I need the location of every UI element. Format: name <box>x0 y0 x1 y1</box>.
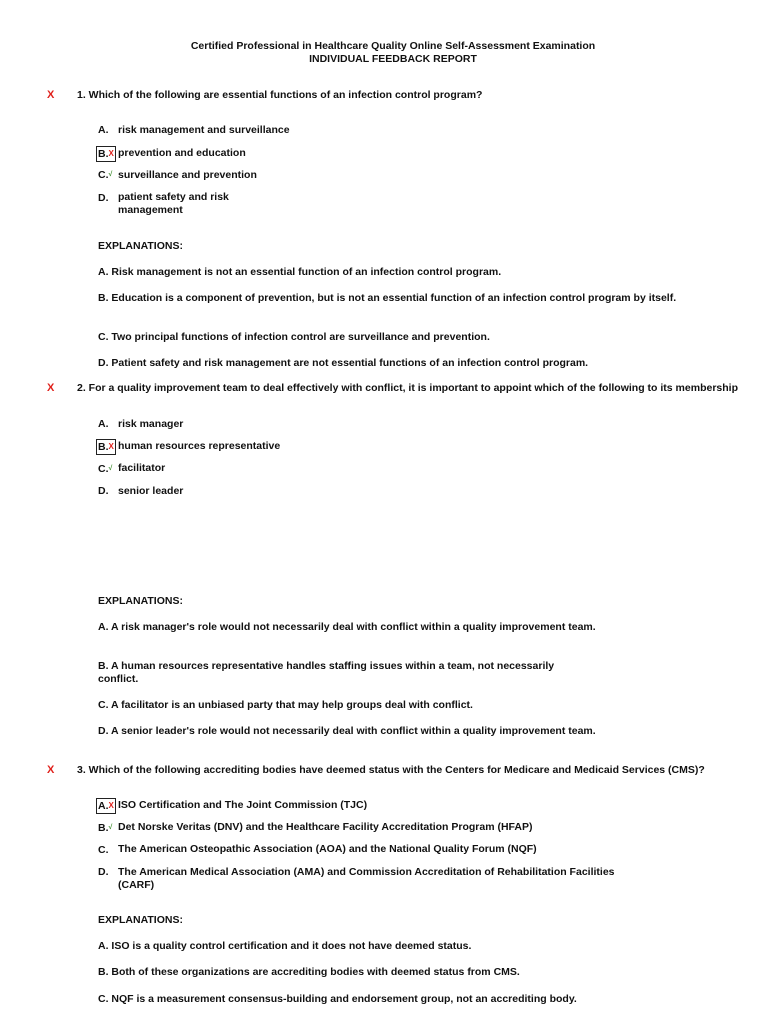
explanation: B. Education is a component of prevention, but is not an essential function of an infection control program by itself. <box>98 292 677 304</box>
option-text: patient safety and risk management <box>118 191 229 216</box>
wrong-answer-icon: X <box>108 149 114 158</box>
correct-answer-icon: √ <box>108 171 113 178</box>
option-text: facilitator <box>118 462 166 474</box>
explanation: D. A senior leader's role would not necessarily deal with conflict within a quality improvement team. <box>98 725 596 737</box>
incorrect-mark: X <box>47 764 55 776</box>
explanation: B. Both of these organizations are accrediting bodies with deemed status from CMS. <box>98 966 520 978</box>
option-letter: A. <box>98 418 109 430</box>
option-text: The American Medical Association (AMA) and Commission Accreditation of Rehabilitation Facilities (CARF) <box>118 866 615 891</box>
explanation: A. A risk manager's role would not necessarily deal with conflict within a quality improvement team. <box>98 621 596 633</box>
option-letter: D. <box>98 192 109 204</box>
option-letter: C.√ <box>98 463 113 475</box>
option-text: human resources representative <box>118 440 281 452</box>
question-text: 2. For a quality improvement team to deal effectively with conflict, it is important to appoint which of the following to its membership <box>77 382 738 394</box>
explanation: C. Two principal functions of infection control are surveillance and prevention. <box>98 331 490 343</box>
option-letter: D. <box>98 485 109 497</box>
explanation: A. Risk management is not an essential function of an infection control program. <box>98 266 502 278</box>
report-subtitle: INDIVIDUAL FEEDBACK REPORT <box>309 53 477 65</box>
incorrect-mark: X <box>47 382 55 394</box>
selected-option-box <box>96 439 116 455</box>
option-text: prevention and education <box>118 147 246 159</box>
option-letter: B. <box>98 148 109 160</box>
explanations-heading: EXPLANATIONS: <box>98 914 183 926</box>
correct-answer-icon: √ <box>108 824 113 831</box>
explanations-heading: EXPLANATIONS: <box>98 240 183 252</box>
option-letter: A. <box>98 124 109 136</box>
option-letter: B.√ <box>98 822 113 834</box>
correct-answer-icon: √ <box>108 465 113 472</box>
option-text: senior leader <box>118 485 184 497</box>
option-text: risk management and surveillance <box>118 124 290 136</box>
incorrect-mark: X <box>47 89 55 101</box>
option-text: ISO Certification and The Joint Commission (TJC) <box>118 799 368 811</box>
option-letter: C.√ <box>98 169 113 181</box>
selected-option-box <box>96 146 116 162</box>
question-text: 3. Which of the following accrediting bodies have deemed status with the Centers for Medicare and Medicaid Services (CMS)? <box>77 764 705 776</box>
option-text: risk manager <box>118 418 184 430</box>
explanation: C. A facilitator is an unbiased party that may help groups deal with conflict. <box>98 699 473 711</box>
explanation: D. Patient safety and risk management are not essential functions of an infection control program. <box>98 357 589 369</box>
question-text: 1. Which of the following are essential functions of an infection control program? <box>77 89 483 101</box>
explanations-heading: EXPLANATIONS: <box>98 595 183 607</box>
option-letter: A. <box>98 800 109 812</box>
explanation: B. A human resources representative handles staffing issues within a team, not necessarily conflict. <box>98 660 555 685</box>
option-letter: D. <box>98 866 109 878</box>
option-text: Det Norske Veritas (DNV) and the Healthcare Facility Accreditation Program (HFAP) <box>118 821 533 833</box>
option-letter: C. <box>98 844 109 856</box>
report-header <box>0 40 768 66</box>
explanation: A. ISO is a quality control certification and it does not have deemed status. <box>98 940 472 952</box>
wrong-answer-icon: X <box>108 442 114 451</box>
option-text: surveillance and prevention <box>118 169 257 181</box>
explanation: C. NQF is a measurement consensus-building and endorsement group, not an accrediting body. <box>98 993 577 1005</box>
report-title: Certified Professional in Healthcare Quality Online Self-Assessment Examination <box>190 40 596 52</box>
option-text: The American Osteopathic Association (AOA) and the National Quality Forum (NQF) <box>118 843 537 855</box>
wrong-answer-icon: X <box>108 801 114 810</box>
selected-option-box <box>96 798 116 814</box>
option-letter: B. <box>98 441 109 453</box>
